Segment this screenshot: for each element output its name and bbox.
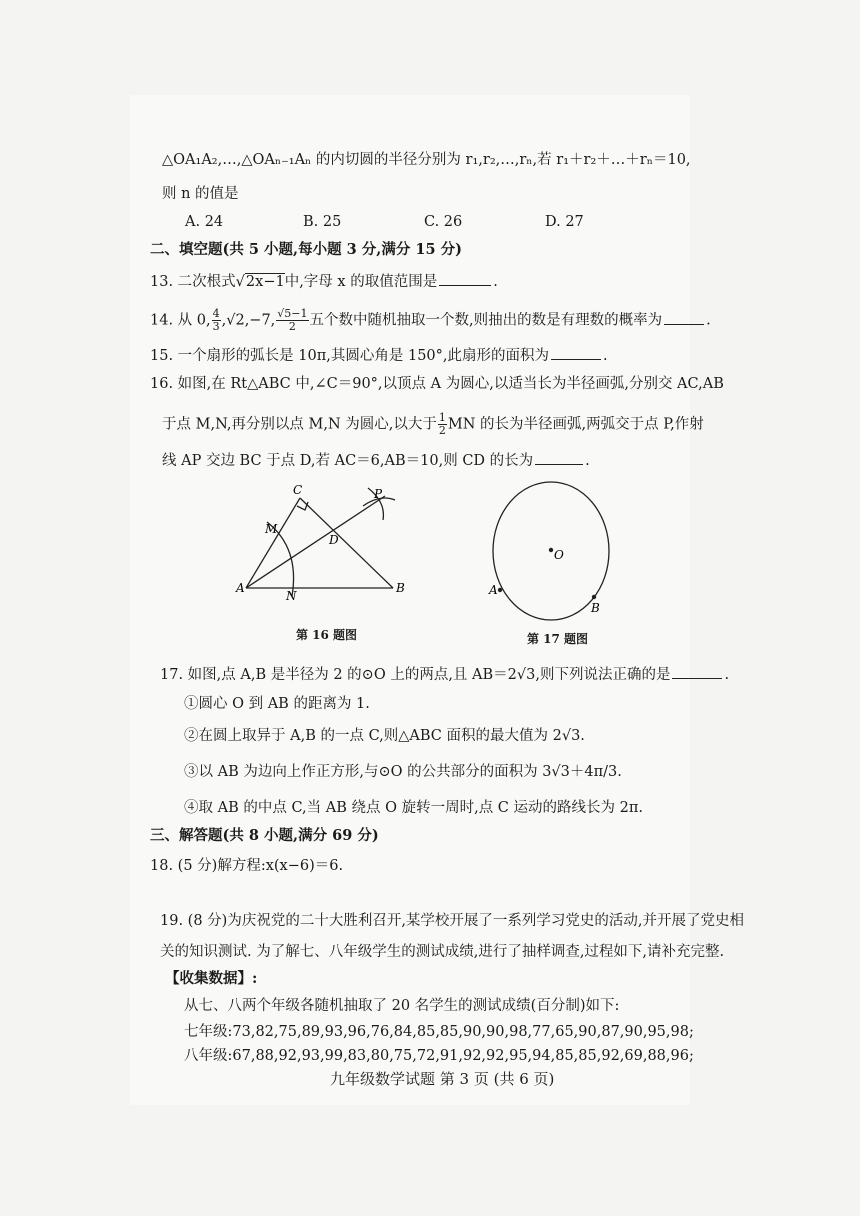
point-b xyxy=(592,595,596,599)
q16-line3 xyxy=(162,450,590,471)
q14-frac2-den: 2 xyxy=(288,320,296,333)
label-o: O xyxy=(554,548,564,562)
q14-p3: 五个数中随机抽取一个数,则抽出的数是有理数的概率为 xyxy=(309,312,663,329)
q14-frac2 xyxy=(276,308,308,333)
q13-after: 中,字母 x 的取值范围是 xyxy=(284,274,438,290)
q17-item-1: ①圆心 O 到 AB 的距离为 1. xyxy=(184,696,370,712)
q12-option-c: C. 26 xyxy=(424,214,463,230)
figure-16 xyxy=(230,478,430,608)
label-p: P xyxy=(374,487,383,501)
q12-option-b: B. 25 xyxy=(303,214,342,230)
label-m: M xyxy=(265,522,278,536)
q19-line1: 19. (8 分)为庆祝党的二十大胜利召开,某学校开展了一系列学习党史的活动,并开展了党史相 xyxy=(160,913,745,929)
page-footer: 九年级数学试题 第 3 页 (共 6 页) xyxy=(330,1070,555,1088)
q16-line1: 16. 如图,在 Rt△ABC 中,∠C＝90°,以顶点 A 为圆心,以适当长为半径画弧,分别交 AC,AB xyxy=(150,376,724,392)
q13: 13. 二次根式√2x−1中,字母 x 的取值范围是 . xyxy=(150,271,498,292)
q19-line2: 关的知识测试. 为了解七、八年级学生的测试成绩,进行了抽样调查,过程如下,请补充完整. xyxy=(160,944,725,960)
q19-collect-title: 【收集数据】: xyxy=(165,970,258,987)
q14-frac1 xyxy=(212,308,221,333)
q19-grade8-data: 八年级:67,88,92,93,99,83,80,75,72,91,92,92,95,94,85,85,92,69,88,96; xyxy=(184,1048,694,1064)
q15-text: 15. 一个扇形的弧长是 10π,其圆心角是 150°,此扇形的面积为 xyxy=(150,348,550,364)
q17-end: . xyxy=(724,667,730,683)
label-b: B xyxy=(396,581,405,595)
side-ac xyxy=(246,498,300,588)
q16-answer-blank[interactable] xyxy=(535,450,583,465)
q19-collect-desc: 从七、八两个年级各随机抽取了 20 名学生的测试成绩(百分制)如下: xyxy=(184,998,620,1014)
q13-before: 13. 二次根式 xyxy=(150,274,236,290)
ray-ap xyxy=(246,496,385,588)
center-point xyxy=(549,548,553,552)
q16-line3-text: 线 AP 交边 BC 于点 D,若 AC＝6,AB＝10,则 CD 的长为 xyxy=(162,453,534,469)
q16-line2a: 于点 M,N,再分别以点 M,N 为圆心,以大于 xyxy=(162,416,437,433)
label-a: A xyxy=(236,581,245,595)
label-c: C xyxy=(293,483,303,497)
q13-radicand: 2x−1 xyxy=(245,274,285,290)
q17-stem xyxy=(160,664,729,685)
q15-end: . xyxy=(603,348,608,364)
q14 xyxy=(150,308,711,333)
q16-frac-den: 2 xyxy=(438,424,446,437)
q13-end: . xyxy=(493,274,498,290)
q16-frac-num: 1 xyxy=(438,411,446,424)
q12-option-d: D. 27 xyxy=(545,214,584,230)
point-a xyxy=(498,588,502,592)
section3-title: 三、解答题(共 8 小题,满分 69 分) xyxy=(150,827,379,844)
q18: 18. (5 分)解方程:x(x−6)＝6. xyxy=(150,858,344,874)
right-angle-mark xyxy=(297,502,308,510)
q16-line2b: MN 的长为半径画弧,两弧交于点 P,作射 xyxy=(447,416,704,433)
q17-stem-text: 17. 如图,点 A,B 是半径为 2 的⊙O 上的两点,且 AB＝2√3,则下列说法正确的是 xyxy=(160,667,671,683)
q12-line2: 则 n 的值是 xyxy=(162,186,239,202)
figure-17-caption: 第 17 题图 xyxy=(527,632,589,646)
q15 xyxy=(150,345,608,366)
q14-p1: 14. 从 0, xyxy=(150,312,211,329)
q17-answer-blank[interactable] xyxy=(672,664,722,679)
q17-item-2: ②在圆上取异于 A,B 的一点 C,则△ABC 面积的最大值为 2√3. xyxy=(184,728,585,744)
q12-option-a: A. 24 xyxy=(185,214,224,230)
q14-frac2-num: √5−1 xyxy=(277,307,308,320)
q14-end: . xyxy=(706,312,711,329)
q15-answer-blank[interactable] xyxy=(551,345,601,360)
q13-answer-blank[interactable] xyxy=(439,271,491,286)
q14-p2: ,√2,−7, xyxy=(221,312,276,329)
q14-answer-blank[interactable] xyxy=(664,310,704,325)
q16-line2 xyxy=(162,412,704,437)
label-a: A xyxy=(489,583,498,597)
figure-16-caption: 第 16 题图 xyxy=(296,628,358,642)
q17-item-3: ③以 AB 为边向上作正方形,与⊙O 的公共部分的面积为 3√3＋4π/3. xyxy=(184,764,622,780)
q17-item-4: ④取 AB 的中点 C,当 AB 绕点 O 旋转一周时,点 C 运动的路线长为 2π. xyxy=(184,800,643,816)
q14-frac1-num: 4 xyxy=(212,307,220,320)
q14-frac1-den: 3 xyxy=(212,320,220,333)
q12-line1: △OA₁A₂,…,△OAₙ₋₁Aₙ 的内切圆的半径分别为 r₁,r₂,…,rₙ,若 r₁＋r₂＋…＋rₙ＝10, xyxy=(162,152,691,168)
q16-end: . xyxy=(585,453,590,469)
q16-frac xyxy=(438,412,447,437)
label-d: D xyxy=(329,533,339,547)
figure-17 xyxy=(484,476,624,626)
label-n: N xyxy=(286,589,297,603)
section2-title: 二、填空题(共 5 小题,每小题 3 分,满分 15 分) xyxy=(150,241,462,258)
label-b: B xyxy=(591,601,600,615)
q19-grade7-data: 七年级:73,82,75,89,93,96,76,84,85,85,90,90,98,77,65,90,87,90,95,98; xyxy=(184,1024,694,1040)
